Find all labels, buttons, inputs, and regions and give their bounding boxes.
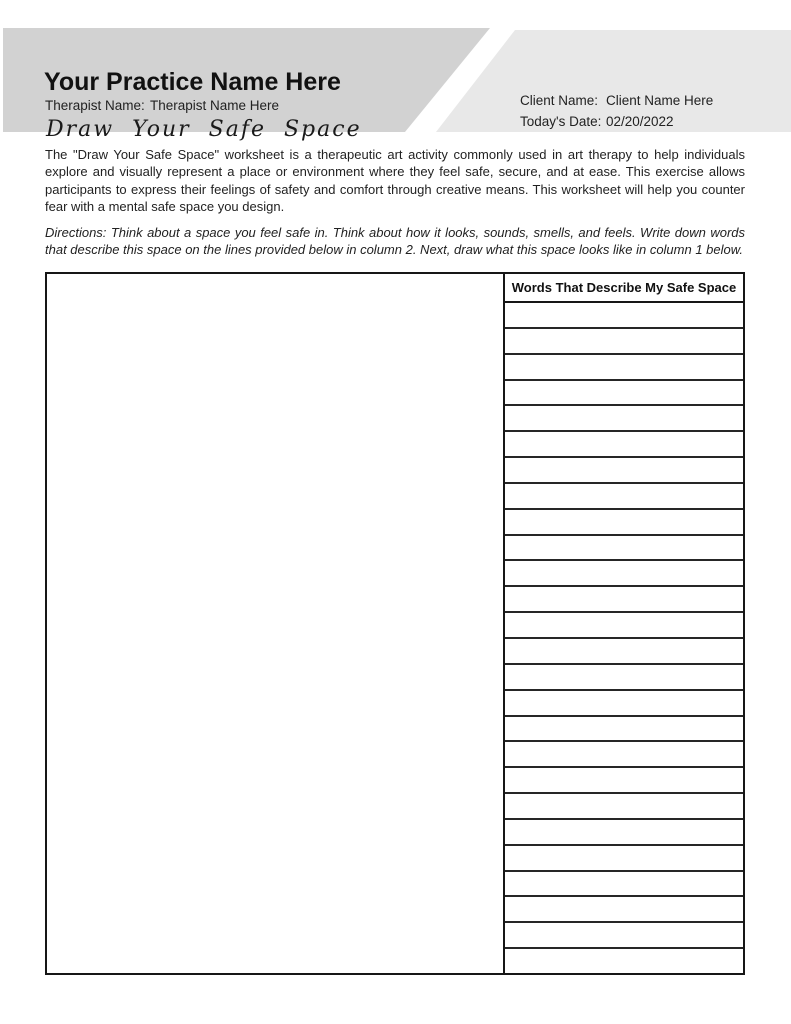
therapist-name-value: Therapist Name Here bbox=[150, 98, 280, 113]
todays-date-label: Today's Date: bbox=[520, 114, 602, 129]
therapist-name-line bbox=[45, 99, 279, 113]
word-line-row[interactable] bbox=[505, 742, 743, 768]
word-line-row[interactable] bbox=[505, 355, 743, 381]
header-banner bbox=[0, 28, 791, 142]
word-line-row[interactable] bbox=[505, 846, 743, 872]
word-line-row[interactable] bbox=[505, 381, 743, 407]
word-line-row[interactable] bbox=[505, 768, 743, 794]
word-line-row[interactable] bbox=[505, 639, 743, 665]
words-column bbox=[505, 274, 743, 973]
word-line-row[interactable] bbox=[505, 691, 743, 717]
word-line-row[interactable] bbox=[505, 820, 743, 846]
todays-date-value: 02/20/2022 bbox=[606, 114, 674, 129]
word-line-row[interactable] bbox=[505, 872, 743, 898]
client-name-value: Client Name Here bbox=[606, 93, 714, 108]
client-name-label: Client Name: bbox=[520, 93, 599, 108]
word-line-row[interactable] bbox=[505, 303, 743, 329]
word-line-row[interactable] bbox=[505, 329, 743, 355]
practice-name-title: Your Practice Name Here bbox=[44, 68, 341, 96]
word-line-row[interactable] bbox=[505, 510, 743, 536]
worksheet-script-title: Draw Your Safe Space bbox=[46, 117, 362, 142]
word-line-row[interactable] bbox=[505, 717, 743, 743]
word-line-row[interactable] bbox=[505, 587, 743, 613]
word-line-row[interactable] bbox=[505, 406, 743, 432]
word-line-row[interactable] bbox=[505, 613, 743, 639]
word-line-row[interactable] bbox=[505, 794, 743, 820]
intro-paragraph: The "Draw Your Safe Space" worksheet is a therapeutic art activity commonly used in art therapy to help individuals explore and visually represent a place or environment where they feel safe, secure, and at ease. This exercise allows participants to express their feelings of safety and comfort through creative means. This worksheet will help you counter fear with a mental safe space you design. bbox=[45, 147, 745, 214]
word-line-row[interactable] bbox=[505, 949, 743, 973]
word-line-row[interactable] bbox=[505, 432, 743, 458]
worksheet-table bbox=[45, 272, 745, 975]
directions-paragraph: Directions: Think about a space you feel safe in. Think about how it looks, sounds, smells, and feels. Write down words that describe this space on the lines provided below in column 2. Next, draw what this space looks like in column 1 below. bbox=[45, 225, 745, 258]
word-line-row[interactable] bbox=[505, 923, 743, 949]
therapist-name-label: Therapist Name: bbox=[45, 98, 145, 113]
drawing-area[interactable] bbox=[47, 274, 505, 973]
word-line-row[interactable] bbox=[505, 665, 743, 691]
todays-date-line bbox=[520, 115, 674, 129]
word-line-row[interactable] bbox=[505, 458, 743, 484]
word-line-row[interactable] bbox=[505, 897, 743, 923]
word-line-row[interactable] bbox=[505, 536, 743, 562]
words-column-header: Words That Describe My Safe Space bbox=[505, 274, 743, 303]
word-line-row[interactable] bbox=[505, 484, 743, 510]
word-line-row[interactable] bbox=[505, 561, 743, 587]
client-name-line bbox=[520, 94, 713, 108]
